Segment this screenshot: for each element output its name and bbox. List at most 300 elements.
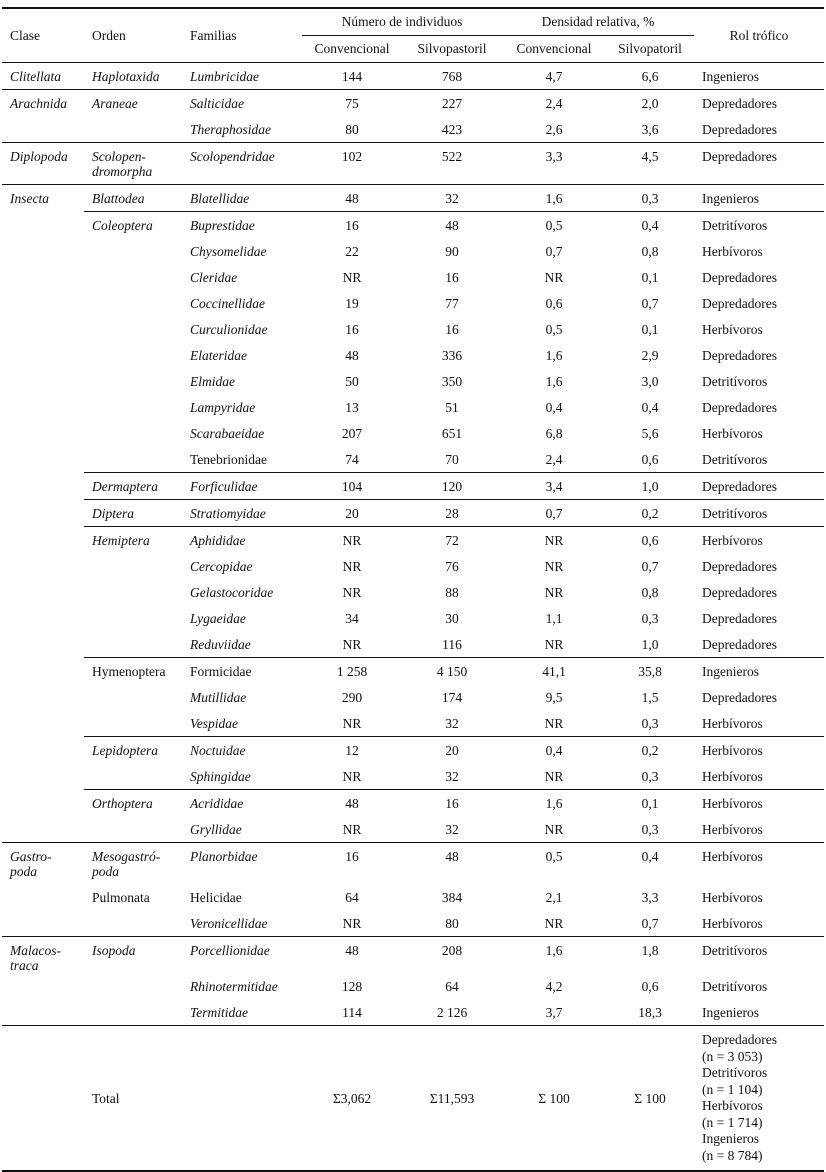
table-row bbox=[2, 579, 824, 605]
cell-individuos-silvopastoril: 77 bbox=[445, 296, 459, 311]
total-row bbox=[2, 1026, 824, 1172]
cell-rol-trofico: Ingenieros bbox=[694, 658, 824, 685]
cell-rol-trofico: Depredadores bbox=[702, 690, 777, 705]
cell-densidad-silvopastoril: 35,8 bbox=[606, 658, 694, 685]
arthropod-density-table bbox=[2, 7, 824, 1172]
cell-clase bbox=[2, 316, 84, 342]
cell-orden bbox=[84, 579, 182, 605]
cell-individuos-convencional: 19 bbox=[345, 296, 359, 311]
total-densidad-convencional: Σ 100 bbox=[502, 1026, 606, 1172]
cell-rol-trofico: Depredadores bbox=[694, 473, 824, 500]
table-row bbox=[2, 816, 824, 843]
cell-rol-trofico: Depredadores bbox=[702, 611, 777, 626]
cell-familia: Veronicellidae bbox=[190, 916, 268, 931]
cell-densidad-silvopastoril: 0,7 bbox=[641, 559, 659, 574]
cell-clase bbox=[2, 579, 84, 605]
header-clase: Clase bbox=[2, 8, 84, 63]
cell-orden: Orthoptera bbox=[84, 790, 182, 817]
cell-individuos-silvopastoril: 30 bbox=[445, 611, 459, 626]
table-row bbox=[2, 116, 824, 143]
table-row bbox=[2, 316, 824, 342]
cell-densidad-silvopastoril: 18,3 bbox=[638, 1005, 662, 1020]
cell-clase: Clitellata bbox=[2, 63, 84, 90]
cell-orden: Blattodea bbox=[84, 185, 182, 212]
cell-individuos-silvopastoril: 16 bbox=[445, 322, 459, 337]
cell-clase bbox=[2, 394, 84, 420]
cell-densidad-silvopastoril: 0,6 bbox=[641, 979, 659, 994]
subheader-silvopatoril: Silvopatoril bbox=[606, 36, 694, 63]
cell-familia: Blatellidae bbox=[182, 185, 302, 212]
cell-familia: Elmidae bbox=[190, 374, 235, 389]
cell-densidad-silvopastoril: 0,3 bbox=[641, 716, 659, 731]
cell-familia: Scolopendridae bbox=[182, 143, 302, 185]
cell-rol-trofico: Herbívoros bbox=[702, 716, 763, 731]
cell-individuos-convencional: 1 258 bbox=[302, 658, 402, 685]
cell-orden: Hymenoptera bbox=[84, 658, 182, 685]
cell-familia: Scarabaeidae bbox=[190, 426, 265, 441]
cell-clase bbox=[2, 212, 84, 239]
cell-densidad-convencional: 9,5 bbox=[545, 690, 563, 705]
cell-densidad-silvopastoril: 2,0 bbox=[606, 90, 694, 117]
total-label: Total bbox=[84, 1026, 182, 1172]
total-rol-line: Detritívoros bbox=[702, 1065, 768, 1080]
cell-orden: Scolopen- dromorpha bbox=[84, 143, 182, 185]
cell-rol-trofico: Depredadores bbox=[702, 122, 777, 137]
cell-familia: Vespidae bbox=[190, 716, 238, 731]
cell-familia: Curculionidae bbox=[190, 322, 268, 337]
cell-orden: Haplotaxida bbox=[84, 63, 182, 90]
cell-familia: Coccinellidae bbox=[190, 296, 265, 311]
total-densidad-silvopastoril: Σ 100 bbox=[606, 1026, 694, 1172]
cell-clase bbox=[2, 342, 84, 368]
table-row bbox=[2, 658, 824, 685]
cell-familia: Sphingidae bbox=[190, 769, 251, 784]
table-row bbox=[2, 238, 824, 264]
cell-individuos-silvopastoril: 48 bbox=[402, 212, 502, 239]
cell-individuos-convencional: 102 bbox=[302, 143, 402, 185]
cell-familia: Noctuidae bbox=[182, 737, 302, 764]
cell-rol-trofico: Depredadores bbox=[702, 400, 777, 415]
cell-rol-trofico: Depredadores bbox=[694, 143, 824, 185]
cell-familia: Lygaeidae bbox=[190, 611, 246, 626]
cell-densidad-convencional: 2,1 bbox=[545, 890, 563, 905]
cell-individuos-convencional: 114 bbox=[342, 1005, 362, 1020]
cell-familia: Tenebrionidae bbox=[190, 452, 268, 467]
table-row bbox=[2, 763, 824, 790]
header-densidad-relativa: Densidad relativa, % bbox=[502, 8, 694, 36]
table-row bbox=[2, 90, 824, 117]
cell-densidad-convencional: NR bbox=[544, 637, 564, 652]
cell-familia: Mutillidae bbox=[190, 690, 247, 705]
cell-clase: Malacos- traca bbox=[2, 937, 84, 974]
cell-individuos-convencional: 104 bbox=[302, 473, 402, 500]
cell-individuos-convencional: 64 bbox=[345, 890, 359, 905]
cell-orden bbox=[84, 238, 182, 264]
cell-densidad-convencional: 2,4 bbox=[545, 452, 563, 467]
cell-individuos-convencional: NR bbox=[342, 270, 362, 285]
cell-clase bbox=[2, 763, 84, 790]
cell-individuos-silvopastoril: 72 bbox=[402, 527, 502, 554]
cell-rol-trofico: Detritívoros bbox=[694, 937, 824, 974]
cell-densidad-silvopastoril: 0,2 bbox=[606, 500, 694, 527]
cell-orden bbox=[84, 290, 182, 316]
cell-familia: Chysomelidae bbox=[190, 244, 267, 259]
cell-familia: Gryllidae bbox=[190, 822, 242, 837]
cell-individuos-convencional: NR bbox=[342, 585, 362, 600]
cell-orden bbox=[84, 316, 182, 342]
cell-individuos-convencional: 22 bbox=[345, 244, 359, 259]
cell-orden bbox=[84, 394, 182, 420]
total-rol-trofico bbox=[694, 1026, 824, 1172]
table-row bbox=[2, 884, 824, 910]
cell-familia: Elateridae bbox=[190, 348, 247, 363]
cell-familia: Gelastocoridae bbox=[190, 585, 274, 600]
table-row bbox=[2, 843, 824, 885]
table-row bbox=[2, 737, 824, 764]
cell-individuos-silvopastoril: 336 bbox=[441, 348, 463, 363]
cell-individuos-convencional: NR bbox=[342, 822, 362, 837]
cell-rol-trofico: Herbívoros bbox=[694, 790, 824, 817]
cell-densidad-convencional: 2,6 bbox=[545, 122, 563, 137]
cell-individuos-silvopastoril: 116 bbox=[442, 637, 462, 652]
cell-rol-trofico: Detritívoros bbox=[702, 452, 768, 467]
cell-individuos-silvopastoril: 4 150 bbox=[402, 658, 502, 685]
cell-densidad-convencional: 1,6 bbox=[502, 790, 606, 817]
cell-empty bbox=[2, 1026, 84, 1172]
cell-individuos-convencional: NR bbox=[302, 527, 402, 554]
cell-densidad-convencional: 4,7 bbox=[502, 63, 606, 90]
cell-individuos-silvopastoril: 384 bbox=[441, 890, 463, 905]
cell-rol-trofico: Herbívoros bbox=[702, 322, 763, 337]
cell-orden bbox=[84, 910, 182, 937]
cell-familia: Cercopidae bbox=[190, 559, 253, 574]
cell-densidad-silvopastoril: 0,8 bbox=[641, 244, 659, 259]
cell-orden bbox=[84, 816, 182, 843]
cell-densidad-silvopastoril: 0,6 bbox=[606, 527, 694, 554]
cell-densidad-silvopastoril: 0,3 bbox=[641, 769, 659, 784]
cell-individuos-silvopastoril: 208 bbox=[402, 937, 502, 974]
cell-individuos-silvopastoril: 651 bbox=[441, 426, 463, 441]
cell-densidad-convencional: 3,4 bbox=[502, 473, 606, 500]
cell-rol-trofico: Depredadores bbox=[702, 270, 777, 285]
cell-orden bbox=[84, 368, 182, 394]
cell-individuos-convencional: 13 bbox=[345, 400, 359, 415]
cell-individuos-silvopastoril: 70 bbox=[445, 452, 459, 467]
table-row bbox=[2, 710, 824, 737]
cell-familia: Stratiomyidae bbox=[182, 500, 302, 527]
cell-densidad-silvopastoril: 0,3 bbox=[606, 185, 694, 212]
cell-densidad-silvopastoril: 0,7 bbox=[641, 296, 659, 311]
cell-individuos-silvopastoril: 522 bbox=[402, 143, 502, 185]
cell-clase: Insecta bbox=[2, 185, 84, 212]
cell-densidad-convencional: 3,3 bbox=[502, 143, 606, 185]
cell-individuos-convencional: 207 bbox=[341, 426, 363, 441]
cell-clase: Gastro- poda bbox=[2, 843, 84, 885]
cell-clase bbox=[2, 816, 84, 843]
cell-rol-trofico: Herbívoros bbox=[702, 769, 763, 784]
cell-densidad-convencional: 0,7 bbox=[502, 500, 606, 527]
cell-familia: Planorbidae bbox=[182, 843, 302, 885]
cell-clase bbox=[2, 264, 84, 290]
cell-individuos-convencional: 48 bbox=[302, 790, 402, 817]
cell-densidad-silvopastoril: 0,6 bbox=[641, 452, 659, 467]
cell-familia: Forficulidae bbox=[182, 473, 302, 500]
cell-rol-trofico: Depredadores bbox=[702, 637, 777, 652]
cell-densidad-silvopastoril: 3,6 bbox=[641, 122, 659, 137]
cell-densidad-convencional: NR bbox=[544, 916, 564, 931]
cell-individuos-silvopastoril: 48 bbox=[402, 843, 502, 885]
cell-rol-trofico: Herbívoros bbox=[702, 822, 763, 837]
cell-rol-trofico: Depredadores bbox=[702, 559, 777, 574]
cell-individuos-silvopastoril: 350 bbox=[441, 374, 463, 389]
cell-clase bbox=[2, 710, 84, 737]
header-familias: Familias bbox=[182, 8, 302, 63]
cell-clase bbox=[2, 684, 84, 710]
cell-familia: Cleridae bbox=[190, 270, 238, 285]
table-row bbox=[2, 446, 824, 473]
cell-rol-trofico: Depredadores bbox=[702, 585, 777, 600]
cell-densidad-convencional: 0,5 bbox=[502, 843, 606, 885]
cell-orden bbox=[84, 999, 182, 1026]
total-rol-line: (n = 8 784) bbox=[702, 1147, 763, 1163]
table-row bbox=[2, 605, 824, 631]
total-rol-line: Herbívoros bbox=[702, 1098, 763, 1113]
cell-rol-trofico: Detritívoros bbox=[694, 212, 824, 239]
cell-orden bbox=[84, 553, 182, 579]
subheader-silvopastoril: Silvopastoril bbox=[402, 36, 502, 63]
cell-clase bbox=[2, 446, 84, 473]
cell-densidad-convencional: 0,5 bbox=[502, 212, 606, 239]
cell-individuos-convencional: 48 bbox=[302, 185, 402, 212]
cell-individuos-silvopastoril: 20 bbox=[402, 737, 502, 764]
cell-clase bbox=[2, 420, 84, 446]
cell-densidad-convencional: 1,6 bbox=[502, 185, 606, 212]
table-row bbox=[2, 790, 824, 817]
table-row bbox=[2, 631, 824, 658]
cell-orden bbox=[84, 763, 182, 790]
cell-densidad-silvopastoril: 0,4 bbox=[606, 843, 694, 885]
table-body bbox=[2, 63, 824, 1172]
cell-individuos-silvopastoril: 64 bbox=[445, 979, 459, 994]
cell-individuos-convencional: 50 bbox=[345, 374, 359, 389]
table-row bbox=[2, 684, 824, 710]
cell-empty bbox=[182, 1026, 302, 1172]
cell-rol-trofico: Detritívoros bbox=[702, 374, 768, 389]
cell-rol-trofico: Herbívoros bbox=[694, 843, 824, 885]
table-row bbox=[2, 264, 824, 290]
cell-densidad-silvopastoril: 6,6 bbox=[606, 63, 694, 90]
cell-densidad-silvopastoril: 5,6 bbox=[641, 426, 659, 441]
cell-clase bbox=[2, 116, 84, 143]
cell-clase bbox=[2, 973, 84, 999]
cell-individuos-silvopastoril: 2 126 bbox=[436, 1005, 468, 1020]
cell-individuos-convencional: 20 bbox=[302, 500, 402, 527]
table-row bbox=[2, 342, 824, 368]
cell-individuos-silvopastoril: 32 bbox=[445, 822, 459, 837]
cell-individuos-silvopastoril: 88 bbox=[445, 585, 459, 600]
cell-orden bbox=[84, 342, 182, 368]
cell-rol-trofico: Herbívoros bbox=[694, 527, 824, 554]
cell-clase bbox=[2, 631, 84, 658]
table-row bbox=[2, 973, 824, 999]
cell-orden bbox=[84, 684, 182, 710]
cell-clase bbox=[2, 605, 84, 631]
cell-densidad-convencional: 1,6 bbox=[545, 374, 563, 389]
cell-densidad-silvopastoril: 1,0 bbox=[606, 473, 694, 500]
cell-densidad-silvopastoril: 4,5 bbox=[606, 143, 694, 185]
table-row bbox=[2, 937, 824, 974]
cell-densidad-silvopastoril: 0,1 bbox=[641, 322, 659, 337]
cell-densidad-convencional: 0,6 bbox=[545, 296, 563, 311]
table-row bbox=[2, 368, 824, 394]
cell-rol-trofico: Detritívoros bbox=[694, 500, 824, 527]
cell-densidad-convencional: 0,7 bbox=[545, 244, 563, 259]
cell-densidad-convencional: NR bbox=[502, 527, 606, 554]
header-numero-individuos: Número de individuos bbox=[302, 8, 502, 36]
cell-clase bbox=[2, 473, 84, 500]
cell-rol-trofico: Depredadores bbox=[702, 296, 777, 311]
table-row bbox=[2, 212, 824, 239]
cell-individuos-silvopastoril: 51 bbox=[445, 400, 459, 415]
cell-orden: Mesogastró- poda bbox=[84, 843, 182, 885]
cell-familia: Reduviidae bbox=[190, 637, 251, 652]
cell-clase bbox=[2, 500, 84, 527]
cell-rol-trofico: Detritívoros bbox=[702, 979, 768, 994]
cell-familia: Aphididae bbox=[182, 527, 302, 554]
cell-familia: Formicidae bbox=[182, 658, 302, 685]
cell-orden bbox=[84, 973, 182, 999]
cell-rol-trofico: Herbívoros bbox=[702, 244, 763, 259]
table-row bbox=[2, 553, 824, 579]
cell-individuos-convencional: NR bbox=[342, 637, 362, 652]
cell-individuos-silvopastoril: 120 bbox=[402, 473, 502, 500]
cell-rol-trofico: Herbívoros bbox=[702, 890, 763, 905]
cell-individuos-silvopastoril: 90 bbox=[445, 244, 459, 259]
table-row bbox=[2, 473, 824, 500]
cell-densidad-convencional: 4,2 bbox=[545, 979, 563, 994]
cell-individuos-convencional: 34 bbox=[345, 611, 359, 626]
cell-clase bbox=[2, 737, 84, 764]
table-row bbox=[2, 394, 824, 420]
cell-clase bbox=[2, 790, 84, 817]
table-row bbox=[2, 185, 824, 212]
cell-familia: Acrididae bbox=[182, 790, 302, 817]
cell-individuos-convencional: 16 bbox=[302, 843, 402, 885]
total-rol-line: Depredadores bbox=[702, 1032, 777, 1047]
cell-individuos-silvopastoril: 174 bbox=[441, 690, 463, 705]
cell-orden: Isopoda bbox=[84, 937, 182, 974]
cell-individuos-convencional: NR bbox=[342, 716, 362, 731]
cell-densidad-silvopastoril: 1,5 bbox=[641, 690, 659, 705]
cell-individuos-silvopastoril: 32 bbox=[402, 185, 502, 212]
cell-clase bbox=[2, 884, 84, 910]
cell-individuos-silvopastoril: 768 bbox=[402, 63, 502, 90]
cell-densidad-convencional: NR bbox=[544, 270, 564, 285]
cell-densidad-silvopastoril: 0,3 bbox=[641, 822, 659, 837]
cell-orden bbox=[84, 116, 182, 143]
cell-densidad-convencional: NR bbox=[544, 716, 564, 731]
cell-individuos-convencional: 74 bbox=[345, 452, 359, 467]
cell-individuos-convencional: 75 bbox=[302, 90, 402, 117]
cell-orden bbox=[84, 710, 182, 737]
cell-orden bbox=[84, 605, 182, 631]
total-rol-line: (n = 1 714) bbox=[702, 1114, 763, 1130]
cell-clase bbox=[2, 999, 84, 1026]
cell-densidad-silvopastoril: 0,4 bbox=[641, 400, 659, 415]
cell-individuos-silvopastoril: 76 bbox=[445, 559, 459, 574]
cell-clase bbox=[2, 527, 84, 554]
cell-orden: Pulmonata bbox=[92, 890, 150, 905]
cell-individuos-silvopastoril: 423 bbox=[441, 122, 463, 137]
cell-individuos-silvopastoril: 32 bbox=[445, 769, 459, 784]
table-row bbox=[2, 420, 824, 446]
cell-individuos-convencional: 48 bbox=[345, 348, 359, 363]
cell-clase bbox=[2, 553, 84, 579]
cell-orden bbox=[84, 420, 182, 446]
cell-densidad-silvopastoril: 1,0 bbox=[641, 637, 659, 652]
cell-densidad-convencional: 6,8 bbox=[545, 426, 563, 441]
cell-clase bbox=[2, 658, 84, 685]
cell-clase bbox=[2, 238, 84, 264]
total-individuos-silvopastoril: Σ11,593 bbox=[402, 1026, 502, 1172]
cell-densidad-convencional: NR bbox=[544, 769, 564, 784]
cell-densidad-convencional: 41,1 bbox=[502, 658, 606, 685]
total-rol-line: (n = 1 104) bbox=[702, 1081, 763, 1097]
cell-orden bbox=[84, 264, 182, 290]
cell-individuos-convencional: 144 bbox=[302, 63, 402, 90]
cell-densidad-silvopastoril: 0,7 bbox=[641, 916, 659, 931]
cell-individuos-convencional: 290 bbox=[341, 690, 363, 705]
cell-orden: Coleoptera bbox=[84, 212, 182, 239]
cell-rol-trofico: Ingenieros bbox=[694, 185, 824, 212]
cell-individuos-silvopastoril: 28 bbox=[402, 500, 502, 527]
cell-individuos-silvopastoril: 32 bbox=[445, 716, 459, 731]
total-rol-line: (n = 3 053) bbox=[702, 1048, 763, 1064]
cell-rol-trofico: Ingenieros bbox=[694, 63, 824, 90]
cell-densidad-convencional: 0,5 bbox=[545, 322, 563, 337]
cell-orden bbox=[84, 631, 182, 658]
cell-familia: Theraphosidae bbox=[190, 122, 271, 137]
cell-rol-trofico: Herbívoros bbox=[702, 426, 763, 441]
cell-densidad-convencional: 0,4 bbox=[545, 400, 563, 415]
cell-individuos-silvopastoril: 80 bbox=[445, 916, 459, 931]
cell-densidad-convencional: NR bbox=[544, 822, 564, 837]
cell-rol-trofico: Herbívoros bbox=[694, 737, 824, 764]
cell-clase bbox=[2, 368, 84, 394]
header-rol-trofico: Rol trófico bbox=[694, 8, 824, 63]
cell-clase bbox=[2, 290, 84, 316]
cell-densidad-convencional: 3,7 bbox=[545, 1005, 563, 1020]
cell-densidad-silvopastoril: 0,3 bbox=[641, 611, 659, 626]
cell-orden: Araneae bbox=[84, 90, 182, 117]
cell-clase: Diplopoda bbox=[2, 143, 84, 185]
cell-individuos-silvopastoril: 16 bbox=[402, 790, 502, 817]
cell-individuos-convencional: 48 bbox=[302, 937, 402, 974]
total-individuos-convencional: Σ3,062 bbox=[302, 1026, 402, 1172]
cell-individuos-silvopastoril: 16 bbox=[445, 270, 459, 285]
cell-densidad-convencional: 0,4 bbox=[502, 737, 606, 764]
cell-densidad-convencional: 2,4 bbox=[502, 90, 606, 117]
cell-clase: Arachnida bbox=[2, 90, 84, 117]
cell-individuos-convencional: NR bbox=[342, 916, 362, 931]
cell-familia: Rhinotermitidae bbox=[190, 979, 278, 994]
cell-densidad-convencional: 1,1 bbox=[545, 611, 563, 626]
cell-densidad-silvopastoril: 0,8 bbox=[641, 585, 659, 600]
cell-densidad-convencional: 1,6 bbox=[502, 937, 606, 974]
table-row bbox=[2, 527, 824, 554]
cell-individuos-convencional: 80 bbox=[345, 122, 359, 137]
cell-orden: Dermaptera bbox=[84, 473, 182, 500]
